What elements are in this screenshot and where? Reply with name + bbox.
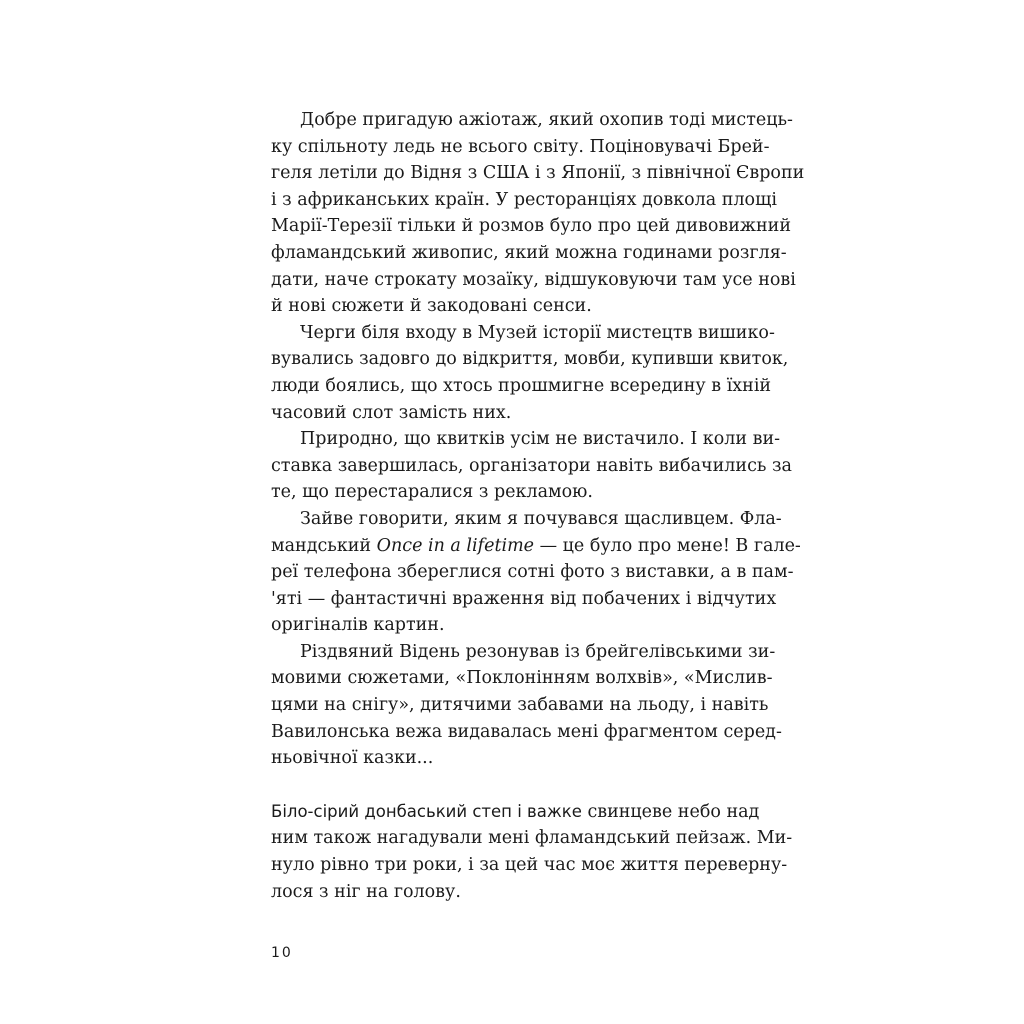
paragraph-1-line-7: дати, наче строкату мозаїку, відшуковуючи там усе нові — [271, 269, 796, 290]
paragraph-6-line-1-rest: свинцеве небо над — [581, 801, 760, 822]
paragraph-1-line-5: Марії-Терезії тільки й розмов було про цей дивовижний — [271, 216, 791, 237]
paragraph-2-line-4: часовий слот замість них. — [271, 402, 512, 423]
paragraph-5-line-1: Різдвяний Відень резонував із брейгелівськими зи- — [300, 641, 776, 662]
paragraph-4-line-4: 'яті — фантастичні враження від побачених і відчутих — [271, 588, 777, 609]
paragraph-4-line-3: реї телефона збереглися сотні фото з виставки, а в пам- — [271, 562, 794, 583]
paragraph-1-line-6: фламандський живопис, який можна годинами розгля- — [271, 242, 787, 263]
paragraph-4-line-5: оригіналів картин. — [271, 615, 445, 636]
paragraph-4-line-2 — [271, 533, 801, 560]
page-number: 10 — [271, 945, 293, 961]
paragraph-1-line-2: ку спільноту ледь не всього світу. Поціновувачі Брей- — [271, 136, 770, 157]
paragraph-3-line-1: Природно, що квитків усім не вистачило. І коли ви- — [300, 429, 781, 450]
paragraph-3-line-3: те, що перестаралися з рекламою. — [271, 482, 593, 503]
paragraph-1-line-4: і з африканських країн. У ресторанціях довкола площі — [271, 189, 777, 210]
paragraph-3-line-2: ставка завершилась, організатори навіть вибачились за — [271, 455, 792, 476]
paragraph-5-line-4: Вавилонська вежа видавалась мені фрагментом серед- — [271, 721, 782, 742]
section-break — [271, 772, 755, 799]
paragraph-2-line-2: вувались задовго до відкриття, мовби, купивши квиток, — [271, 349, 789, 370]
paragraph-1-line-1: Добре пригадую ажіотаж, який охопив тоді мистець- — [300, 110, 793, 130]
paragraph-4-line-2-start: мандський — [271, 535, 377, 556]
section-lead-in: Біло-сірий донбаський степ і важке — [271, 801, 582, 821]
paragraph-5-line-3: цями на снігу», дитячими забавами на льоду, і навіть — [271, 695, 769, 716]
paragraph-2-line-3: люди боялись, що хтось прошмигне всередину в їхній — [271, 375, 772, 396]
paragraph-6-line-4: лося з ніг на голову. — [271, 881, 461, 902]
paragraph-5-line-5: ньовічної казки... — [271, 748, 434, 769]
paragraph-4-line-1: Зайве говорити, яким я почувався щасливцем. Фла- — [300, 508, 782, 529]
paragraph-6-line-1 — [271, 799, 760, 826]
paragraph-5-line-2: мовими сюжетами, «Поклонінням волхвів», «Мислив- — [271, 668, 773, 689]
paragraph-4-line-2-end: — це було про мене! В галe- — [534, 535, 801, 556]
paragraph-6-line-2: ним також нагадували мені фламандський пейзаж. Ми- — [271, 828, 793, 849]
paragraph-6-line-3: нуло рівно три роки, і за цей час моє життя переверну- — [271, 855, 788, 876]
italic-phrase: Once in a lifetime — [376, 535, 535, 556]
paragraph-2-line-1: Черги біля входу в Музей історії мистецтв вишико- — [300, 322, 775, 343]
paragraph-1-line-8: й нові сюжети й закодовані сенси. — [271, 296, 592, 317]
body-text — [271, 107, 805, 905]
paragraph-1-line-3: геля летіли до Відня з США і з Японії, з північної Європи — [271, 163, 805, 184]
